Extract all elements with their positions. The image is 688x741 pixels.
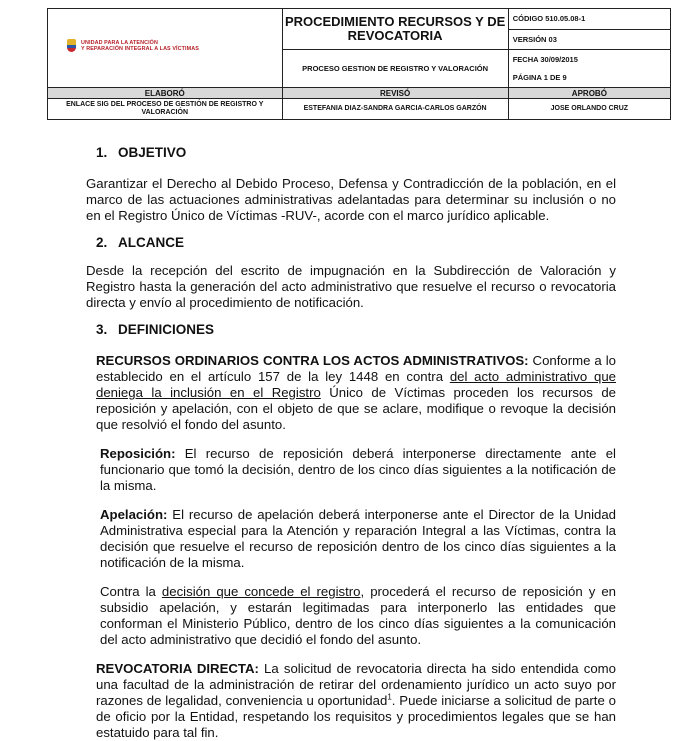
- reviso-value: ESTEFANIA DIAZ-SANDRA GARCIA-CARLOS GARZÓN: [282, 99, 508, 120]
- section-heading-definiciones: 3. DEFINICIONES: [96, 322, 215, 337]
- aprobo-label: APROBÓ: [508, 88, 670, 99]
- process-name: PROCESO GESTION DE REGISTRO Y VALORACIÓN: [282, 50, 508, 88]
- page-number: PÁGINA 1 DE 9: [512, 73, 567, 82]
- document-header-table: [47, 8, 671, 120]
- logo-cell: [48, 9, 283, 88]
- paragraph-contra-decision: Contra la decisión que concede el registro, procederá el recurso de reposición y en subsidio apelación, y estarán legitimadas para interponerlo las entidades que conforman el Ministerio Público, dentro de los cinco días siguientes a la comunicación del acto administrativo que decidió el fondo del asunto.: [100, 584, 616, 647]
- definition-recursos: RECURSOS ORDINARIOS CONTRA LOS ACTOS ADMINISTRATIVOS: Conforme a lo establecido en el artículo 157 de la ley 1448 en contra del acto administrativo que deniega la inclusión en el Registro Único de Víctimas proceden los recursos de reposición y apelación, con el objeto de que se aclare, modifique o revoque la decisión que resolvió el fondo del asunto.: [96, 353, 616, 432]
- definition-apelacion: Apelación: El recurso de apelación deberá interponerse ante el Director de la Unidad Administrativa especial para la Atención y reparación Integral a las Víctimas, contra la decisión que resuelve el recurso de reposición dentro de los cinco días siguientes a la notificación de la misma.: [100, 507, 616, 570]
- elaboro-value: ENLACE SIG DEL PROCESO DE GESTIÓN DE REGISTRO Y VALORACIÓN: [48, 99, 283, 120]
- section-heading-alcance: 2. ALCANCE: [96, 235, 184, 250]
- logo-text: UNIDAD PARA LA ATENCIÓN Y REPARACIÓN INTEGRAL A LAS VÍCTIMAS: [81, 40, 199, 52]
- coat-of-arms-icon: [67, 39, 76, 52]
- reviso-label: REVISÓ: [282, 88, 508, 99]
- section-heading-objetivo: 1. OBJETIVO: [96, 145, 187, 160]
- elaboro-label: ELABORÓ: [48, 88, 283, 99]
- objetivo-text: Garantizar el Derecho al Debido Proceso, Defensa y Contradicción de la población, en el marco de las actuaciones administrativas adelantadas para determinar su inclusión o no en el Registro Único de Víctimas -RUV-, acorde con el marco jurídico aplicable.: [86, 176, 616, 223]
- footnote-ref[interactable]: 1: [387, 692, 392, 702]
- definition-revocatoria: REVOCATORIA DIRECTA: La solicitud de revocatoria directa ha sido entendida como una facultad de la administración de retirar del ordenamiento jurídico un acto suyo por razones de legalidad, conveniencia u oportunidad$^1$. Puede iniciarse a solicitud de parte o de oficio por la Entidad, respetando los requisitos y procedimientos legales que se han estatuido para tal fin.: [96, 661, 617, 740]
- alcance-text: Desde la recepción del escrito de impugnación en la Subdirección de Valoración y Registro hasta la generación del acto administrativo que resuelve el recurso o revocatoria directa y envío al procedimiento de notificación.: [86, 263, 616, 310]
- document-body: [86, 145, 617, 741]
- document-version: VERSIÓN 03: [508, 29, 670, 50]
- document-title: PROCEDIMIENTO RECURSOS Y DE REVOCATORIA: [282, 9, 508, 50]
- definition-reposicion: Reposición: El recurso de reposición deberá interponerse directamente ante el funcionario que tomó la decisión, dentro de los cinco días siguientes a la notificación de la misma.: [100, 446, 616, 493]
- document-date-page: [508, 50, 670, 88]
- document-code: CÓDIGO 510.05.08-1: [508, 9, 670, 30]
- document-date: FECHA 30/09/2015: [512, 55, 578, 64]
- aprobo-value: JOSE ORLANDO CRUZ: [508, 99, 670, 120]
